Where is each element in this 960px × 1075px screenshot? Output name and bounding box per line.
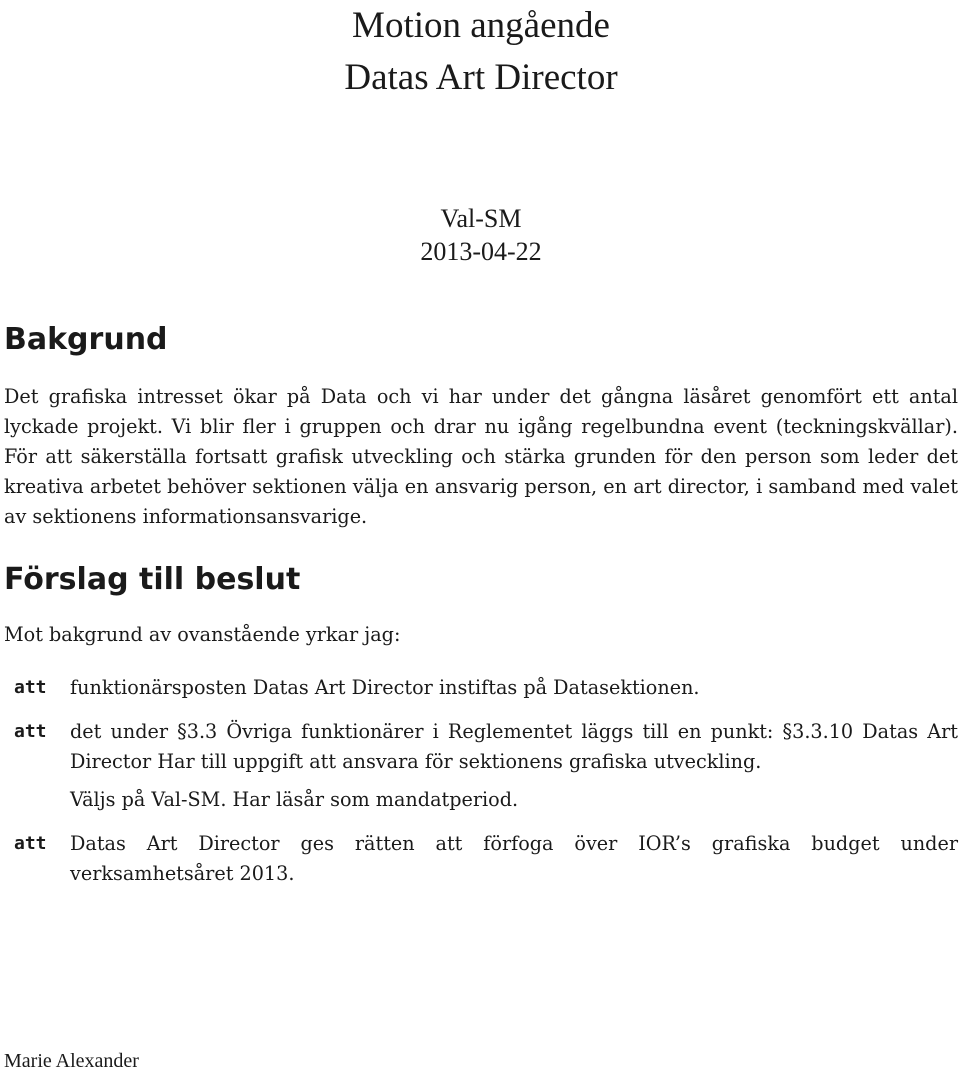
att-clause-2-text: det under §3.3 Övriga funktionärer i Reglementet läggs till en punkt: §3.3.10 Datas Art Director Har till uppgift att ansvara för sektionens grafiska utveckling. (70, 720, 958, 773)
heading-forslag: Förslag till beslut (4, 562, 301, 597)
signature: Marie Alexander (4, 1050, 139, 1072)
att-keyword: att (14, 721, 47, 742)
document-title (4, 0, 958, 104)
document-meta (4, 202, 958, 268)
heading-bakgrund: Bakgrund (4, 322, 168, 357)
att-clause-2-sub: Väljs på Val-SM. Har läsår som mandatperiod. (70, 788, 519, 811)
att-clause-list (4, 673, 958, 889)
document-date: 2013-04-22 (420, 237, 542, 266)
att-clause-text (70, 673, 958, 703)
att-keyword: att (14, 833, 47, 854)
att-clause-text (70, 717, 958, 815)
title-line-2: Datas Art Director (344, 57, 618, 98)
att-clause-3-text: Datas Art Director ges rätten att förfoga över IOR’s grafiska budget under verksamhetsåret 2013. (70, 832, 958, 885)
bakgrund-paragraph: Det grafiska intresset ökar på Data och vi har under det gångna läsåret genomfört ett antal lyckade projekt. Vi blir fler i gruppen och drar nu igång regelbundna event (teckningskvällar). För att säkerställa fortsatt grafisk utveckling och stärka grunden för den person som leder det kreativa arbetet behöver sektionen välja en ansvarig person, en art director, i samband med valet av sektionens informationsansvarige. (4, 385, 958, 528)
att-clause (4, 717, 958, 815)
att-clause-text (70, 829, 958, 889)
document-author: Val-SM (440, 204, 522, 233)
att-keyword: att (14, 677, 47, 698)
att-clause-1-text: funktionärsposten Datas Art Director instiftas på Datasektionen. (70, 676, 700, 699)
att-clause (4, 673, 958, 703)
title-line-1: Motion angående (352, 5, 610, 46)
forslag-intro: Mot bakgrund av ovanstående yrkar jag: (4, 623, 401, 646)
att-clause (4, 829, 958, 889)
